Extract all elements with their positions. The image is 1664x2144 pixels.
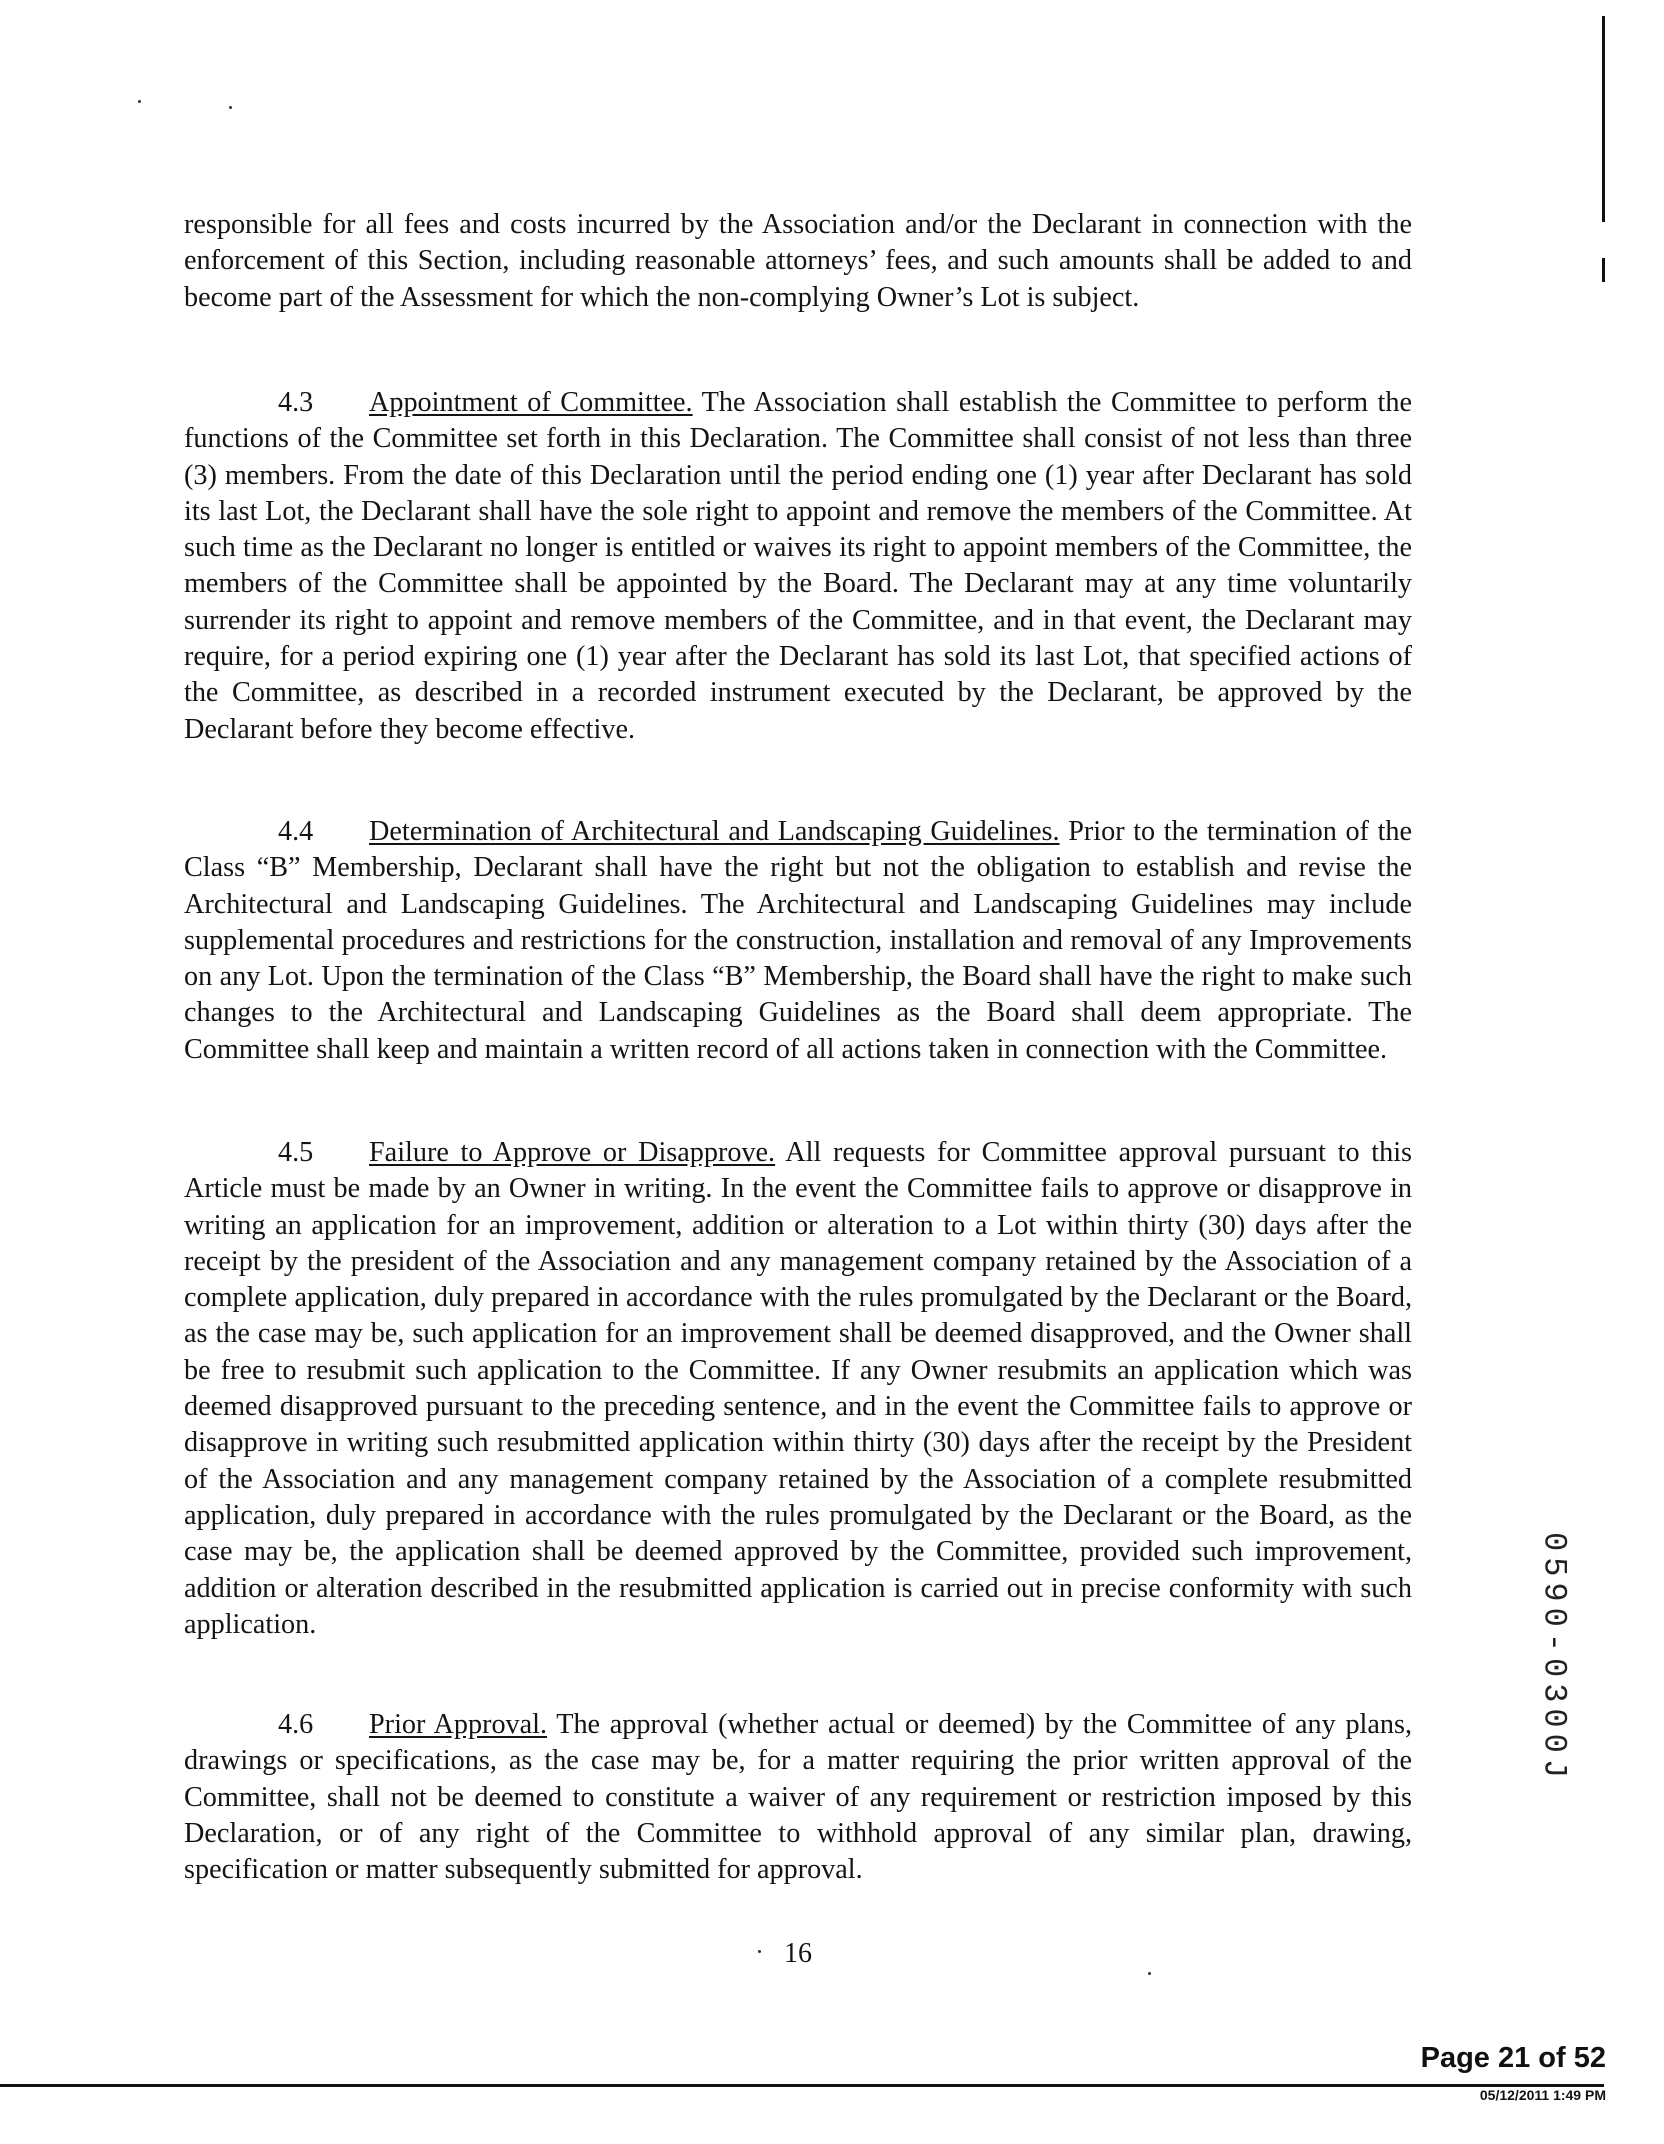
section-number: 4.6 bbox=[278, 1709, 314, 1740]
section-body: All requests for Committee approval pursuant to this Article must be made by an Owner in writing. In the event the Committee fails to approve or disapprove in writing an application for an improvement, addition or alteration to a Lot within thirty (30) days after the receipt by the president of the Association and any management company retained by the Association of a complete application, duly prepared in accordance with the rules promulgated by the Declarant or the Board, as the case may be, such application for an improvement shall be deemed disapproved, and the Owner shall be free to resubmit such application to the Committee. If any Owner resubmits an application which was deemed disapproved pursuant to the preceding sentence, and in the event the Committee fails to approve or disapprove in writing such resubmitted application within thirty (30) days after the receipt by the President of the Association and any management company retained by the Association of a complete resubmitted application, duly prepared in accordance with the rules promulgated by the Declarant or the Board, as the case may be, the application shall be deemed approved by the Committee, provided such improvement, addition or alteration described in the resubmitted application is carried out in precise conformity with such application. bbox=[184, 1137, 1413, 1640]
section-heading: Determination of Architectural and Landscaping Guidelines. bbox=[369, 816, 1060, 847]
margin-recording-stamp bbox=[1534, 1528, 1574, 1788]
section-4-4 bbox=[184, 814, 1412, 1068]
section-number: 4.4 bbox=[278, 816, 314, 847]
footer-divider bbox=[0, 2084, 1604, 2087]
footer-timestamp: 05/12/2011 1:49 PM bbox=[1479, 2087, 1606, 2103]
section-4-5 bbox=[184, 1135, 1412, 1643]
scan-speck bbox=[229, 106, 232, 109]
margin-scan-line bbox=[1602, 258, 1605, 282]
footer-page-label: Page 21 of 52 bbox=[1420, 2042, 1606, 2074]
margin-stamp-text: 0590-0300J bbox=[1535, 1531, 1573, 1785]
section-heading: Appointment of Committee. bbox=[369, 387, 693, 418]
section-heading: Failure to Approve or Disapprove. bbox=[369, 1137, 776, 1168]
section-number: 4.3 bbox=[278, 387, 314, 418]
scan-speck bbox=[758, 1950, 761, 1953]
section-4-6 bbox=[184, 1707, 1412, 1888]
margin-scan-line bbox=[1602, 16, 1605, 222]
section-body: The Association shall establish the Committee to perform the functions of the Committee set forth in this Declaration. The Committee shall consist of not less than three (3) members. From the date of this Declaration until the period ending one (1) year after Declarant has sold its last Lot, the Declarant shall have the sole right to appoint and remove the members of the Committee. At such time as the Declarant no longer is entitled or waives its right to appoint members of the Committee, the members of the Committee shall be appointed by the Board. The Declarant may at any time voluntarily surrender its right to appoint and remove members of the Committee, and in that event, the Declarant may require, for a period expiring one (1) year after the Declarant has sold its last Lot, that specified actions of the Committee, as described in a recorded instrument executed by the Declarant, be approved by the Declarant before they become effective. bbox=[184, 387, 1412, 745]
section-4-3 bbox=[184, 385, 1412, 748]
section-number: 4.5 bbox=[278, 1137, 314, 1168]
page-number: 16 bbox=[784, 1938, 812, 1969]
section-body: The approval (whether actual or deemed) by the Committee of any plans, drawings or specifications, as the case may be, for a matter requiring the prior written approval of the Committee, shall not be deemed to constitute a waiver of any requirement or restriction imposed by this Declaration, or of any right of the Committee to withhold approval of any similar plan, drawing, specification or matter subsequently submitted for approval. bbox=[184, 1709, 1412, 1886]
scan-speck bbox=[1148, 1972, 1151, 1975]
scan-speck bbox=[138, 100, 141, 103]
continuation-paragraph: responsible for all fees and costs incurred by the Association and/or the Declarant in connection with the enforcement of this Section, including reasonable attorneys’ fees, and such amounts shall be added to and become part of the Assessment for which the non-complying Owner’s Lot is subject. bbox=[184, 209, 1412, 313]
section-body: Prior to the termination of the Class “B” Membership, Declarant shall have the right but not the obligation to establish and revise the Architectural and Landscaping Guidelines. The Architectural and Landscaping Guidelines may include supplemental procedures and restrictions for the construction, installation and removal of any Improvements on any Lot. Upon the termination of the Class “B” Membership, the Board shall have the right to make such changes to the Architectural and Landscaping Guidelines as the Board shall deem appropriate. The Committee shall keep and maintain a written record of all actions taken in connection with the Committee. bbox=[184, 816, 1413, 1065]
section-heading: Prior Approval. bbox=[369, 1709, 548, 1740]
